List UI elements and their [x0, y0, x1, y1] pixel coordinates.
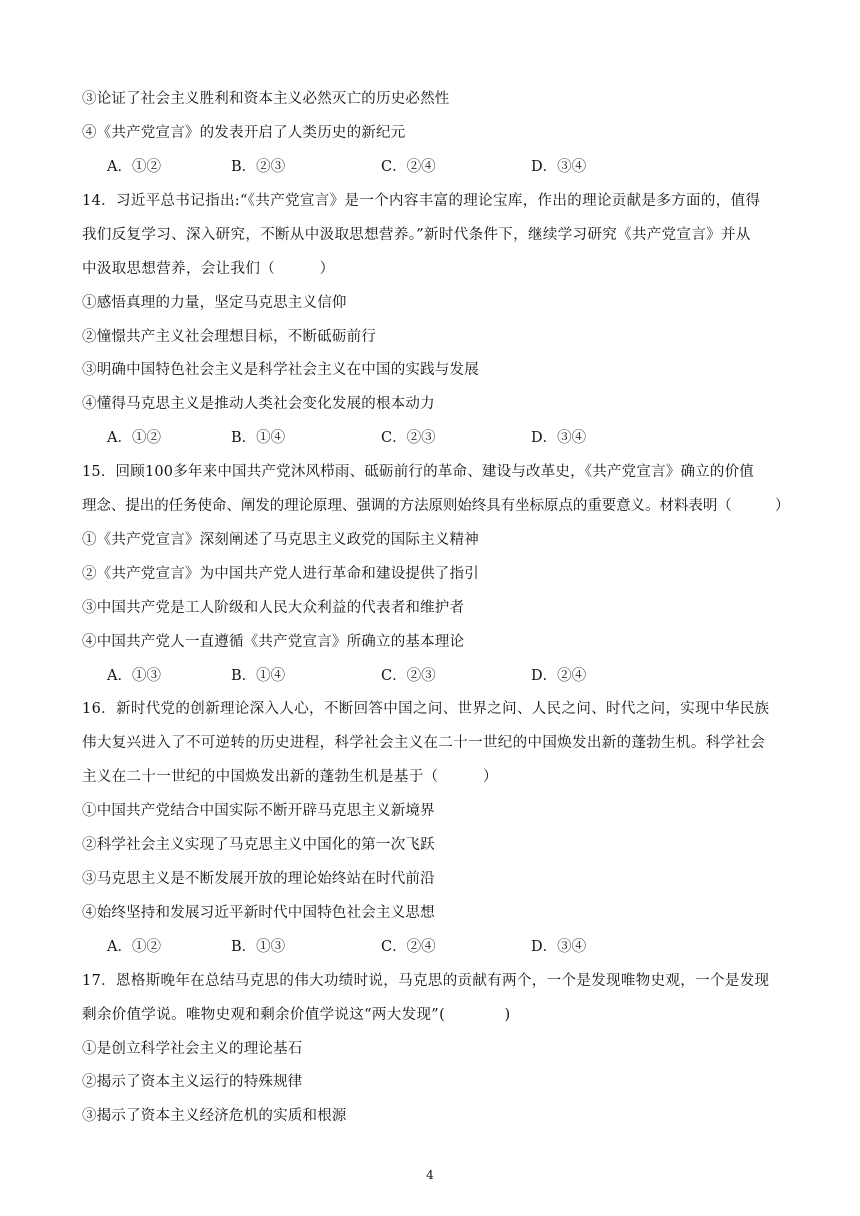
q15-option-c[interactable]: C．②③: [381, 668, 436, 684]
q13-statement-3: ③论证了社会主义胜利和资本主义必然灭亡的历史必然性: [82, 91, 450, 107]
q15-stem-line-1: 15．回顾100多年来中国共产党沐风栉雨、砥砺前行的革命、建设与改革史，《共产党宣言》确立的价值: [82, 464, 754, 480]
q14-stem-line-3: 中汲取思想营养，会让我们（ ）: [82, 261, 335, 277]
q16-statement-4: ④始终坚持和发展习近平新时代中国特色社会主义思想: [82, 905, 435, 921]
q13-option-b[interactable]: B．②③: [231, 159, 286, 175]
q16-statement-3: ③马克思主义是不断发展开放的理论始终站在时代前沿: [82, 871, 435, 887]
q15-statement-3: ③中国共产党是工人阶级和人民大众利益的代表者和维护者: [82, 600, 465, 616]
q14-option-b[interactable]: B．①④: [231, 430, 286, 446]
q14-statement-4: ④懂得马克思主义是推动人类社会变化发展的根本动力: [82, 396, 435, 412]
q14-option-c[interactable]: C．②③: [381, 430, 436, 446]
q15-statement-2: ②《共产党宣言》为中国共产党人进行革命和建设提供了指引: [82, 566, 479, 582]
q15-option-a[interactable]: A．①③: [107, 668, 161, 684]
q16-option-c[interactable]: C．②④: [381, 939, 436, 955]
q17-statement-1: ①是创立科学社会主义的理论基石: [82, 1041, 303, 1057]
q14-statement-3: ③明确中国特色社会主义是科学社会主义在中国的实践与发展: [82, 362, 479, 378]
q17-stem-line-2: 剩余价值学说。唯物史观和剩余价值学说这“两大发现”( ): [82, 1007, 511, 1023]
page-number: 4: [426, 1168, 434, 1182]
q14-statement-1: ①感悟真理的力量，坚定马克思主义信仰: [82, 295, 347, 311]
q17-statement-3: ③揭示了资本主义经济危机的实质和根源: [82, 1108, 347, 1124]
q13-statement-4: ④《共产党宣言》的发表开启了人类历史的新纪元: [82, 125, 406, 141]
q16-statement-2: ②科学社会主义实现了马克思主义中国化的第一次飞跃: [82, 837, 435, 853]
q14-stem-line-1: 14．习近平总书记指出:“《共产党宣言》是一个内容丰富的理论宝库，作出的理论贡献是多方面的，值得: [82, 193, 761, 209]
q14-stem-line-2: 我们反复学习、深入研究，不断从中汲取思想营养。”新时代条件下，继续学习研究《共产党宣言》并从: [82, 227, 751, 243]
q17-statement-2: ②揭示了资本主义运行的特殊规律: [82, 1074, 303, 1090]
q13-option-a[interactable]: A．①②: [107, 159, 161, 175]
q16-option-d[interactable]: D．③④: [531, 939, 587, 955]
q15-statement-1: ①《共产党宣言》深刻阐述了马克思主义政党的国际主义精神: [82, 532, 479, 548]
q16-stem-line-1: 16．新时代党的创新理论深入人心，不断回答中国之问、世界之问、人民之问、时代之问，实现中华民族: [82, 701, 770, 717]
q16-stem-line-3: 主义在二十一世纪的中国焕发出新的蓬勃生机是基于（ ）: [82, 769, 498, 785]
q14-option-a[interactable]: A．①②: [107, 430, 161, 446]
q16-option-b[interactable]: B．①③: [231, 939, 286, 955]
q16-option-a[interactable]: A．①②: [107, 939, 161, 955]
q15-option-b[interactable]: B．①④: [231, 668, 286, 684]
q15-stem-line-2: 理念、提出的任务使命、阐发的理论原理、强调的方法原则始终具有坐标原点的重要意义。材料表明（ ）: [82, 498, 790, 514]
q15-statement-4: ④中国共产党人一直遵循《共产党宣言》所确立的基本理论: [82, 634, 465, 650]
q16-stem-line-2: 伟大复兴进入了不可逆转的历史进程，科学社会主义在二十一世纪的中国焕发出新的蓬勃生机。科学社会: [82, 735, 766, 751]
q13-option-d[interactable]: D．③④: [531, 159, 587, 175]
q14-option-d[interactable]: D．③④: [531, 430, 587, 446]
q17-stem-line-1: 17．恩格斯晚年在总结马克思的伟大功绩时说，马克思的贡献有两个，一个是发现唯物史观，一个是发现: [82, 973, 770, 989]
q13-option-c[interactable]: C．②④: [381, 159, 436, 175]
q15-option-d[interactable]: D．②④: [531, 668, 587, 684]
q14-statement-2: ②憧憬共产主义社会理想目标，不断砥砺前行: [82, 329, 376, 345]
q16-statement-1: ①中国共产党结合中国实际不断开辟马克思主义新境界: [82, 803, 435, 819]
